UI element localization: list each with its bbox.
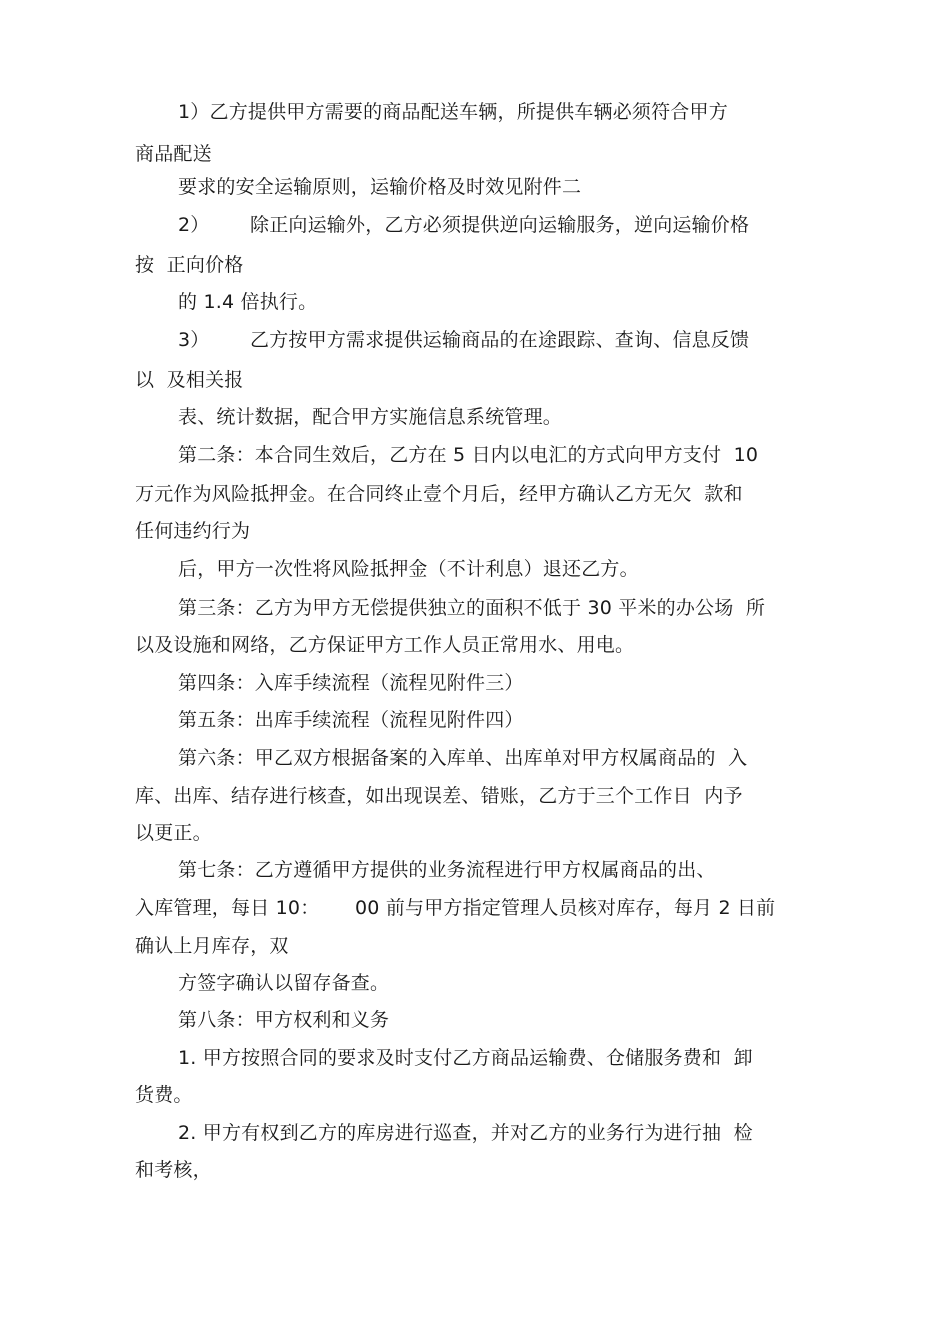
article-3-line-2: 以及设施和网络，乙方保证甲方工作人员正常用水、用电。 — [135, 634, 635, 656]
item-2-text: 除正向运输外，乙方必须提供逆向运输服务，逆向运输价格 — [250, 214, 750, 236]
article-8-heading: 第八条：甲方权利和义务 — [178, 1009, 390, 1031]
item-2-number: 2） — [178, 214, 210, 236]
article-7-line-1: 第七条：乙方遵循甲方提供的业务流程进行甲方权属商品的出、 — [178, 859, 716, 881]
article-7-line-2b: 00 前与甲方指定管理人员核对库存，每月 2 日前 — [355, 897, 776, 919]
para-1-line-3: 要求的安全运输原则，运输价格及时效见附件二 — [178, 176, 582, 198]
article-6-line-3: 以更正。 — [135, 822, 212, 844]
item-3-number: 3） — [178, 329, 210, 351]
article-6-line-2: 库、出库、结存进行核查，如出现误差、错账，乙方于三个工作日 内予 — [135, 785, 743, 807]
article-6-line-1: 第六条：甲乙双方根据备案的入库单、出库单对甲方权属商品的 入 — [178, 747, 748, 769]
article-8-item-2-line-2: 和考核， — [135, 1159, 212, 1181]
article-8-item-2-line-1: 2. 甲方有权到乙方的库房进行巡查，并对乙方的业务行为进行抽 检 — [178, 1122, 753, 1144]
article-2-line-3: 任何违约行为 — [135, 520, 251, 542]
article-8-item-1-line-1: 1. 甲方按照合同的要求及时支付乙方商品运输费、仓储服务费和 卸 — [178, 1047, 753, 1069]
item-2-line-2: 按 正向价格 — [135, 254, 244, 276]
article-3-line-1: 第三条：乙方为甲方无偿提供独立的面积不低于 30 平米的办公场 所 — [178, 597, 766, 619]
article-2-line-4: 后，甲方一次性将风险抵押金（不计利息）退还乙方。 — [178, 558, 639, 580]
item-3-line-2: 以 及相关报 — [135, 369, 244, 391]
item-3-line-3: 表、统计数据，配合甲方实施信息系统管理。 — [178, 406, 563, 428]
article-8-item-1-line-2: 货费。 — [135, 1084, 193, 1106]
article-7-line-3: 确认上月库存，双 — [135, 935, 289, 957]
article-2-line-1: 第二条：本合同生效后，乙方在 5 日内以电汇的方式向甲方支付 10 — [178, 444, 759, 466]
article-7-line-2a: 入库管理，每日 10： — [135, 897, 320, 919]
article-7-line-4: 方签字确认以留存备查。 — [178, 972, 390, 994]
article-5: 第五条：出库手续流程（流程见附件四） — [178, 709, 524, 731]
article-4: 第四条：入库手续流程（流程见附件三） — [178, 672, 524, 694]
item-3-text: 乙方按甲方需求提供运输商品的在途跟踪、查询、信息反馈 — [250, 329, 750, 351]
article-2-line-2: 万元作为风险抵押金。在合同终止壹个月后，经甲方确认乙方无欠 款和 — [135, 483, 743, 505]
item-2-line-3: 的 1.4 倍执行。 — [178, 291, 318, 313]
para-1-line-2: 商品配送 — [135, 143, 212, 165]
para-1-line-1: 1）乙方提供甲方需要的商品配送车辆，所提供车辆必须符合甲方 — [178, 101, 728, 123]
